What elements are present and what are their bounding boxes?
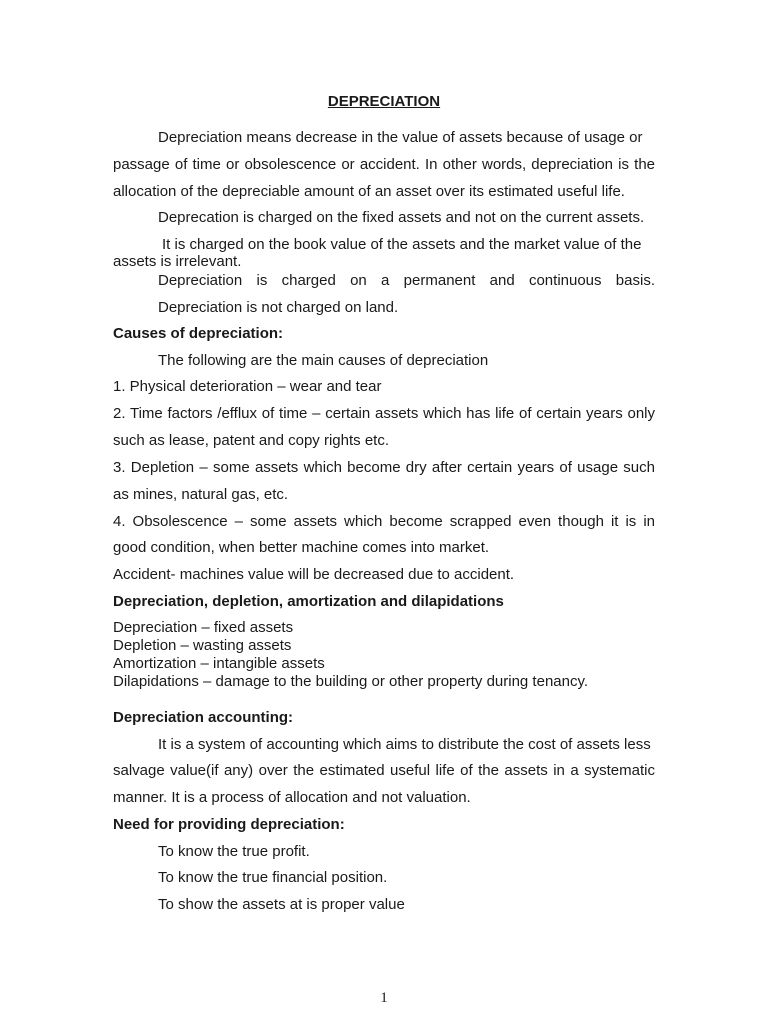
intro-p4: Depreciation is charged on a permanent and continuous basis. xyxy=(158,272,655,289)
need-item-2: To know the true financial position. xyxy=(158,869,388,886)
accounting-line2: salvage value(if any) over the estimated useful life of the assets in a systematic xyxy=(113,762,655,779)
accounting-line1: It is a system of accounting which aims to distribute the cost of assets less xyxy=(158,736,651,753)
intro-p3-line2: assets is irrelevant. xyxy=(113,253,242,270)
need-heading: Need for providing depreciation: xyxy=(113,816,345,833)
intro-p1-line3: allocation of the depreciable amount of an asset over its estimated useful life. xyxy=(113,183,625,200)
cause-item-4-line1: 4. Obsolescence – some assets which become scrapped even though it is in xyxy=(113,513,655,530)
cause-item-4-line2: good condition, when better machine comes into market. xyxy=(113,539,490,556)
intro-p2: Deprecation is charged on the fixed assets and not on the current assets. xyxy=(158,209,645,226)
intro-p1-line1: Depreciation means decrease in the value of assets because of usage or xyxy=(158,129,643,146)
cause-item-3-line1: 3. Depletion – some assets which become dry after certain years of usage such xyxy=(113,459,655,476)
accounting-line3: manner. It is a process of allocation and not valuation. xyxy=(113,789,471,806)
term-dilapidations: Dilapidations – damage to the building or other property during tenancy. xyxy=(113,673,589,690)
cause-item-1: 1. Physical deterioration – wear and tear xyxy=(113,378,382,395)
page-title: DEPRECIATION xyxy=(327,93,441,110)
terms-heading: Depreciation, depletion, amortization and dilapidations xyxy=(113,593,504,610)
cause-item-2-line1: 2. Time factors /efflux of time – certain assets which has life of certain years only xyxy=(113,405,655,422)
intro-p5: Depreciation is not charged on land. xyxy=(158,299,399,316)
cause-item-3-line2: as mines, natural gas, etc. xyxy=(113,486,289,503)
intro-p3-line1: It is charged on the book value of the assets and the market value of the xyxy=(162,236,642,253)
causes-lead: The following are the main causes of depreciation xyxy=(158,352,489,369)
term-amortization: Amortization – intangible assets xyxy=(113,655,325,672)
need-item-1: To know the true profit. xyxy=(158,843,310,860)
accounting-heading: Depreciation accounting: xyxy=(113,709,294,726)
page-number: 1 xyxy=(380,990,388,1006)
cause-accident: Accident- machines value will be decreased due to accident. xyxy=(113,566,515,583)
need-item-3: To show the assets at is proper value xyxy=(158,896,405,913)
term-depletion: Depletion – wasting assets xyxy=(113,637,292,654)
causes-heading: Causes of depreciation: xyxy=(113,325,284,342)
intro-p1-line2: passage of time or obsolescence or accident. In other words, depreciation is the xyxy=(113,156,655,173)
term-depreciation: Depreciation – fixed assets xyxy=(113,619,294,636)
cause-item-2-line2: such as lease, patent and copy rights etc. xyxy=(113,432,389,449)
